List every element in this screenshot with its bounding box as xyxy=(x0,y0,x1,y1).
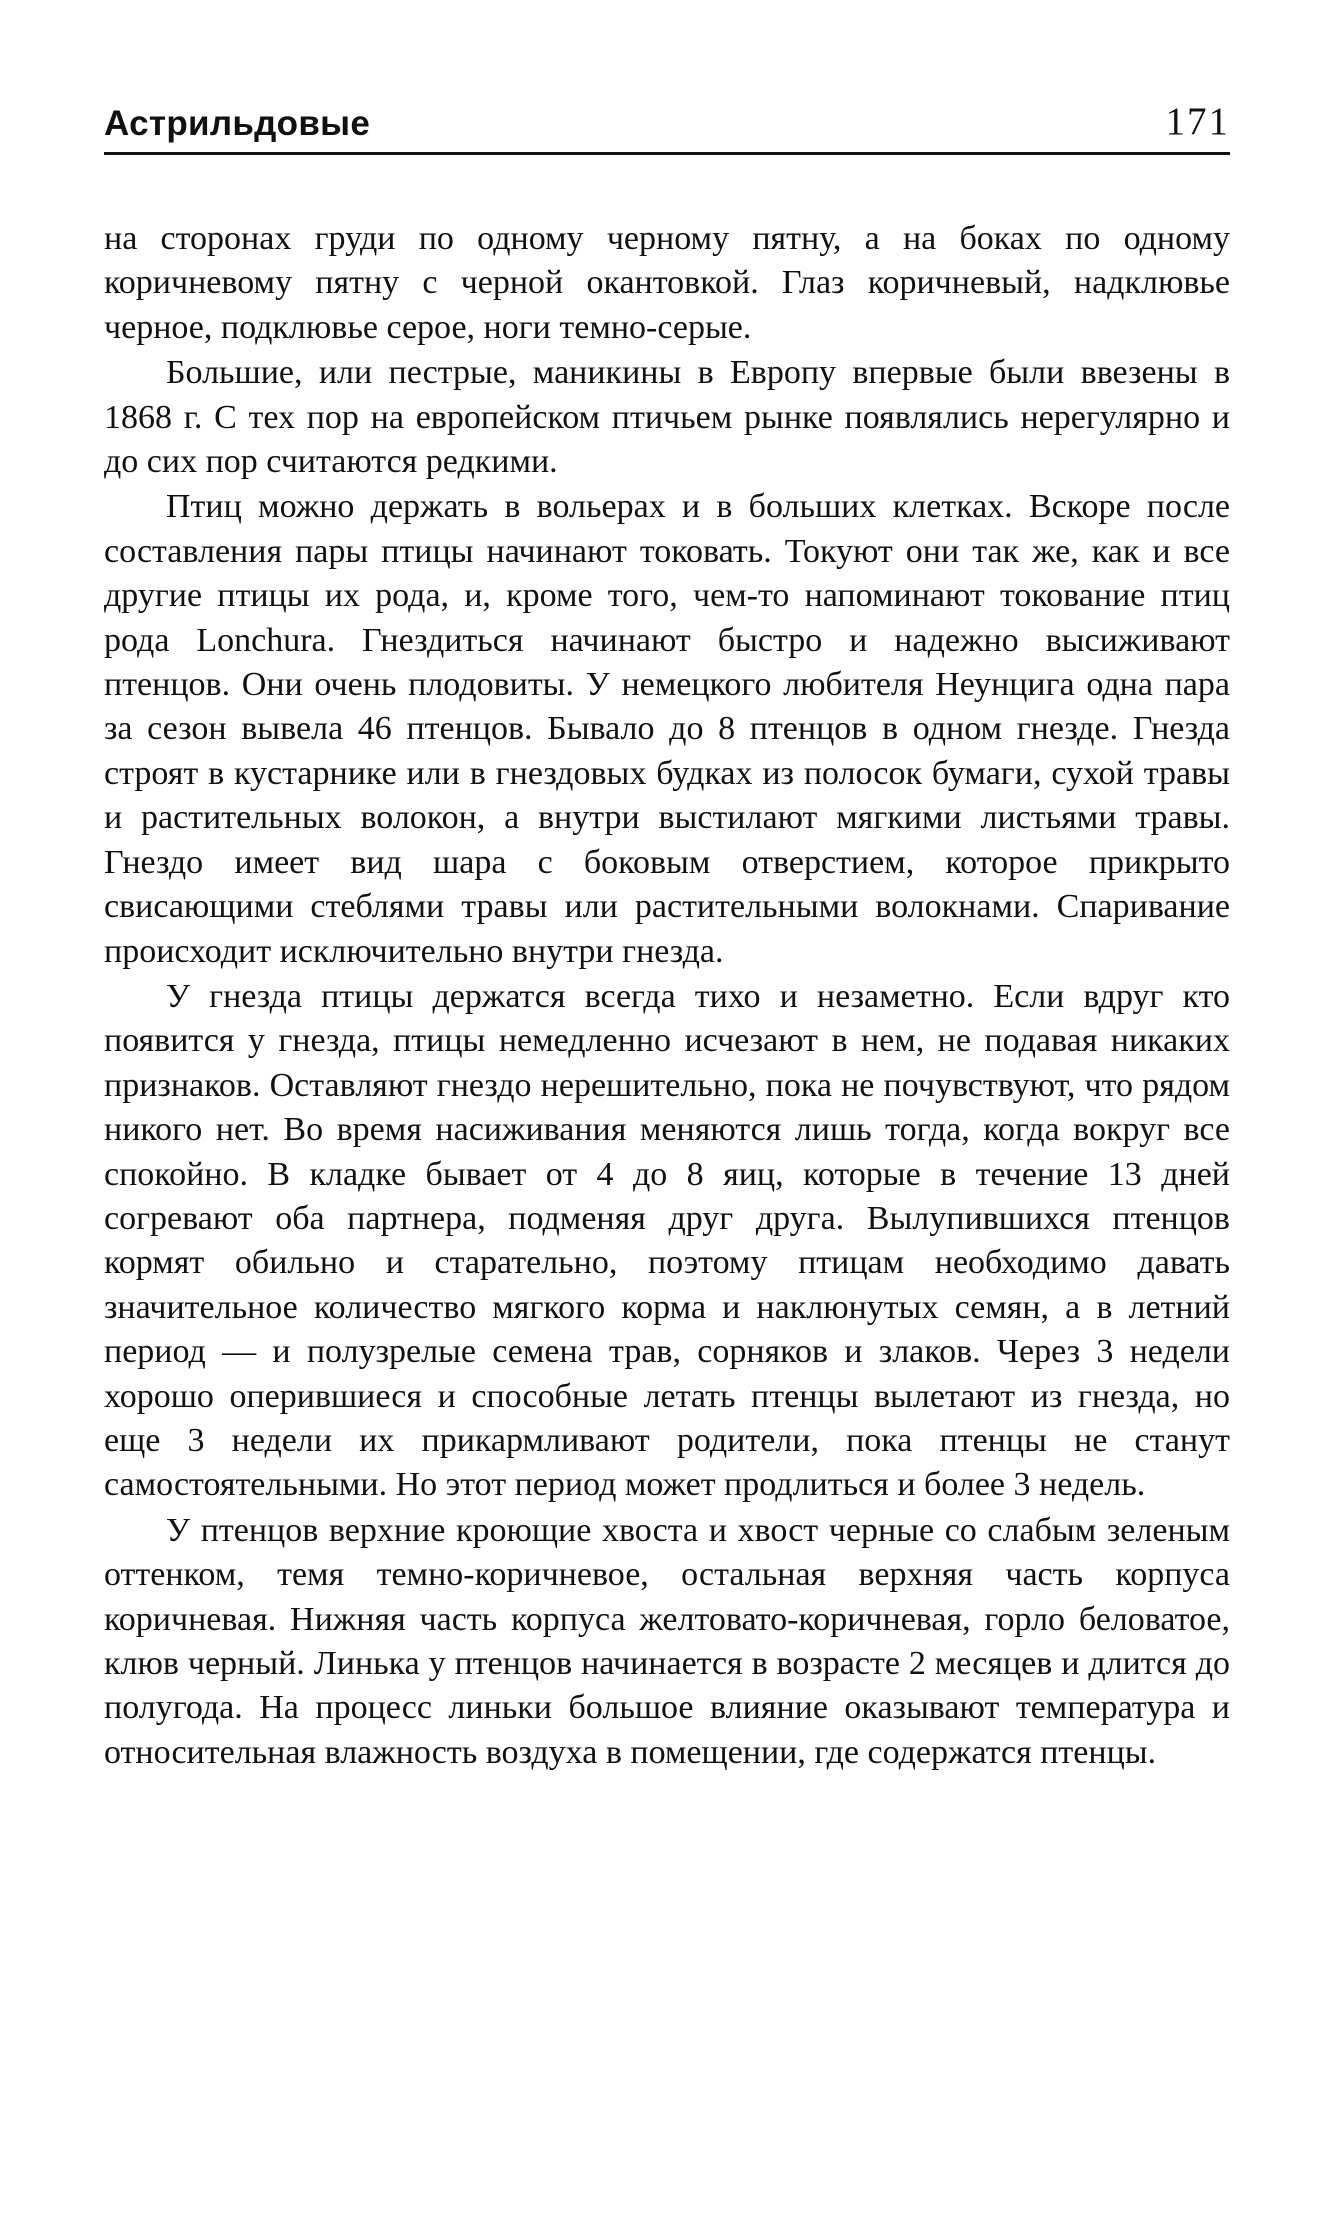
body-text xyxy=(104,217,1230,1775)
paragraph-keeping-breeding: Птиц можно держать в вольерах и в больших клетках. Вскоре после составления пары птицы начинают токовать. Токуют они так же, как и все другие птицы их рода, и, кроме того, чем-то напоминают токование птиц рода Lonchura. Гнездиться начинают быстро и надежно высиживают птенцов. Они очень плодовиты. У немецкого любителя Неунцига одна пара за сезон вывела 46 птенцов. Бывало до 8 птенцов в одном гнезде. Гнезда строят в кустарнике или в гнездовых будках из полосок бумаги, сухой травы и растительных волокон, а внутри выстилают мягкими листьями травы. Гнездо имеет вид шара с боковым отверстием, которое прикрыто свисающими стеблями травы или растительными волокнами. Спаривание происходит исключительно внутри гнезда. xyxy=(104,488,1230,970)
header-rule xyxy=(104,152,1230,155)
paragraph-chick-plumage: У птенцов верхние кроющие хвоста и хвост черные со слабым зеленым оттенком, темя темно-коричневое, остальная верхняя часть корпуса коричневая. Нижняя часть корпуса желтовато-коричневая, горло беловатое, клюв черный. Линька у птенцов начинается в возрасте 2 месяцев и длится до полугода. На процесс линьки большое влияние оказывают температура и относительная влажность воздуха в помещении, где содержатся птенцы. xyxy=(104,1511,1230,1771)
page-number: 171 xyxy=(1165,100,1230,143)
paragraph-nest-behavior: У гнезда птицы держатся всегда тихо и незаметно. Если вдруг кто появится у гнезда, птицы немедленно исчезают в нем, не подавая никаких признаков. Оставляют гнездо нерешительно, пока не почувствуют, что рядом никого нет. Во время насиживания меняются лишь тогда, когда вокруг все спокойно. В кладке бывает от 4 до 8 яиц, которые в течение 13 дней согревают оба партнера, подменяя друг друга. Вылупившихся птенцов кормят обильно и старательно, поэтому птицам необходимо давать значительное количество мягкого корма и наклюнутых семян, а в летний период — и полузрелые семена трав, сорняков и злаков. Через 3 недели хорошо оперившиеся и способные летать птенцы вылетают из гнезда, но еще 3 недели их прикармливают родители, пока птенцы не станут самостоятельными. Но этот период может продлиться и более 3 недель. xyxy=(104,977,1230,1504)
paragraph-continuation: на сторонах груди по одному черному пятну, а на боках по одному коричневому пятну с черной окантовкой. Глаз коричневый, надклювье черное, подклювье серое, ноги темно-серые. xyxy=(104,220,1230,346)
paragraph-import-history: Большие, или пестрые, маникины в Европу впервые были ввезены в 1868 г. С тех пор на европейском птичьем рынке появлялись нерегулярно и до сих пор считаются редкими. xyxy=(104,354,1230,481)
running-title: Астрильдовые xyxy=(104,104,371,143)
book-page xyxy=(104,92,1230,1775)
running-header xyxy=(104,92,1230,144)
